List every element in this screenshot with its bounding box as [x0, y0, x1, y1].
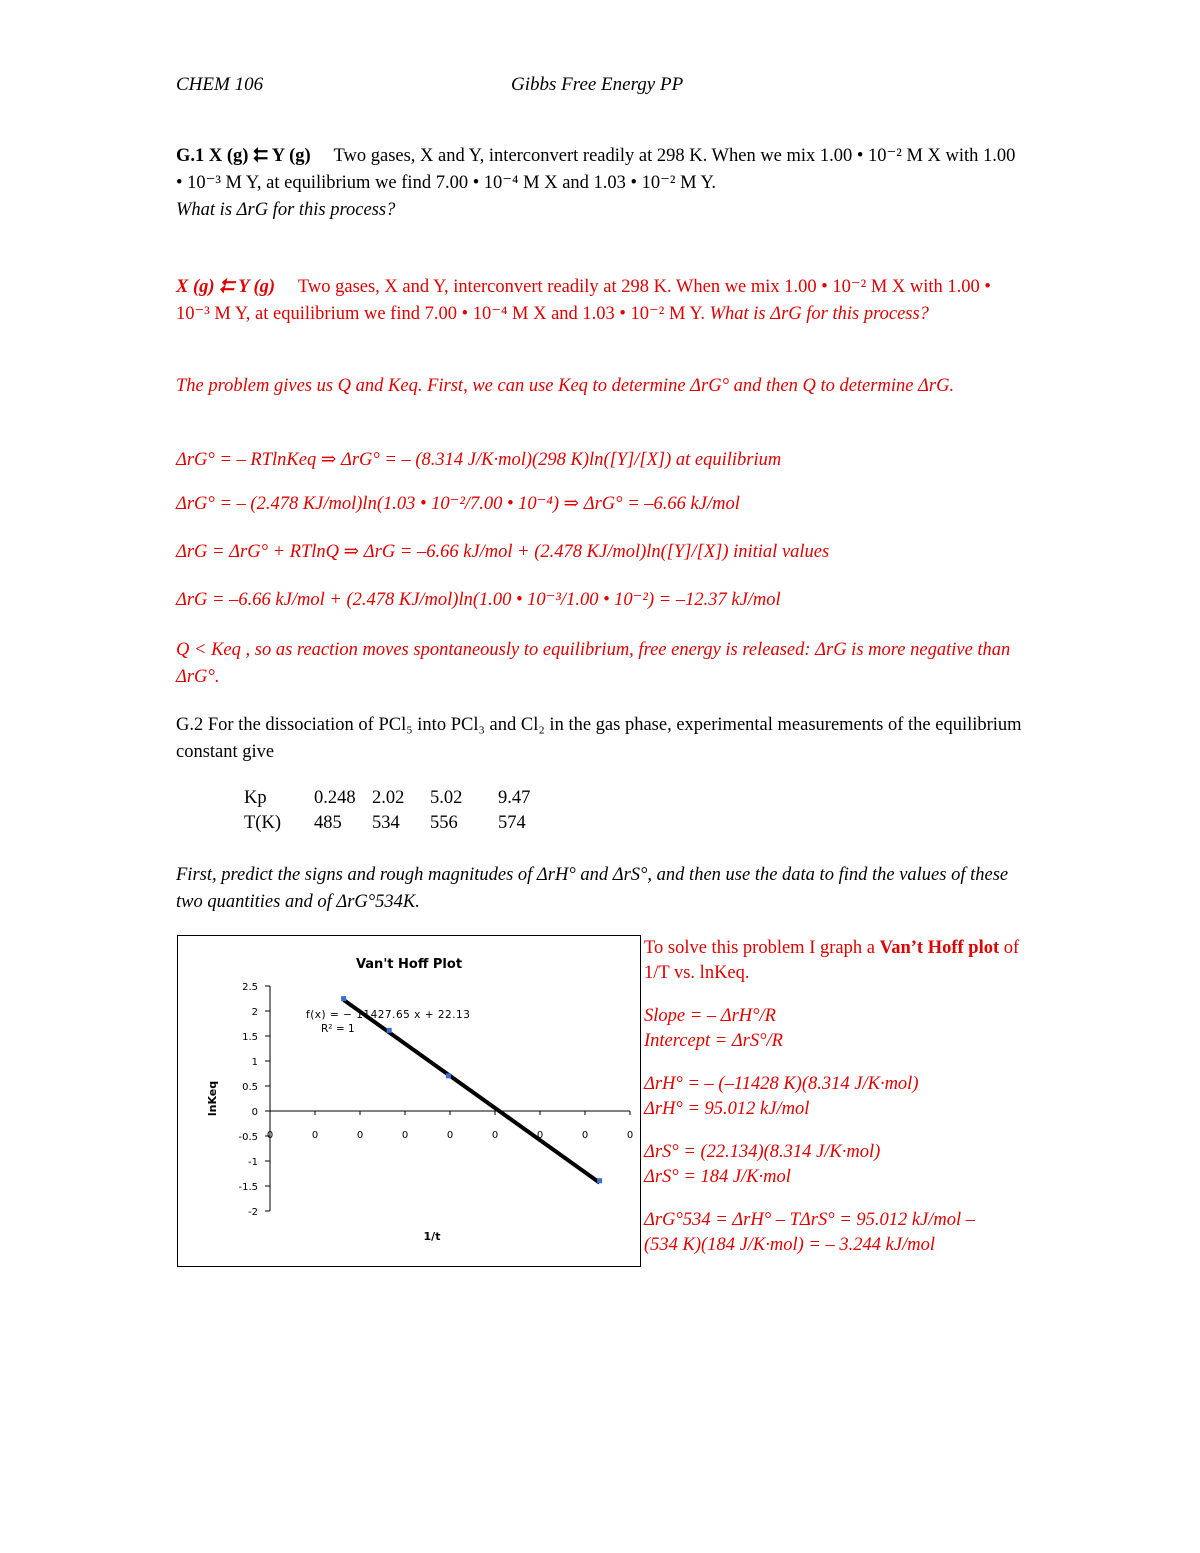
kp-value: 5.02 [430, 788, 463, 808]
g1-text: Two gases, X and Y, interconvert readily at 298 K. When we mix 1.00 • 10⁻² M X with 1.00 • 10⁻³ M Y, at equilibrium we find 7.00 • 10⁻⁴ M X and 1.03 • 10⁻² M Y. [176, 146, 1016, 193]
solution-intro-pre: To solve this problem I graph a [644, 938, 880, 958]
y-axis-label: lnKeq [206, 1080, 219, 1117]
slope-line: Slope = – ΔrH°/R [644, 1006, 776, 1026]
answer-reaction: X (g) ⮄ Y (g) [176, 277, 276, 297]
g2-question: G.2 For the dissociation of PCl₅ into PCl₃ and Cl₂ in the gas phase, experimental measurements of the equilibrium constant give [176, 715, 1022, 762]
y-tick-label: 2 [251, 1007, 258, 1018]
gibbs-calc: ΔrG°534 = ΔrH° – TΔrS° = 95.012 kJ/mol – [644, 1210, 976, 1230]
x-tick-label: 0 [626, 1130, 634, 1141]
solution-intro [644, 936, 1034, 986]
chart-svg [178, 936, 640, 1266]
y-tick-label: 0.5 [242, 1082, 258, 1093]
answer-repeat-question: What is ΔrG for this process? [709, 304, 929, 324]
y-tick-label: -0.5 [238, 1132, 258, 1143]
data-point [387, 1028, 392, 1033]
trendline [344, 1000, 600, 1183]
x-tick-label: 0 [266, 1130, 274, 1141]
chart-title: Van't Hoff Plot [355, 957, 463, 972]
g1-question [176, 143, 1026, 224]
temperature-row [244, 811, 544, 836]
entropy-result: ΔrS° = 184 J/K·mol [644, 1167, 791, 1187]
answer-conclusion: Q < Keq , so as reaction moves spontaneously to equilibrium, free energy is released: ΔrG is more negative than ΔrG°. [176, 640, 1011, 687]
kp-value: 0.248 [314, 788, 356, 808]
trendline-equation: f(x) = − 11427.65 x + 22.13 [306, 1009, 471, 1021]
x-tick-label: 0 [356, 1130, 364, 1141]
y-tick-label: 2.5 [242, 982, 258, 993]
enthalpy-result: ΔrH° = 95.012 kJ/mol [644, 1099, 810, 1119]
y-tick-label: -2 [248, 1207, 258, 1218]
equation-4: ΔrG = –6.66 kJ/mol + (2.478 KJ/mol)ln(1.00 • 10⁻³/1.00 • 10⁻²) = –12.37 kJ/mol [176, 590, 781, 610]
data-point [341, 996, 346, 1001]
kp-label: Kp [244, 788, 267, 808]
t-value: 556 [430, 813, 458, 833]
x-tick-label: 0 [491, 1130, 499, 1141]
t-value: 534 [372, 813, 400, 833]
data-point [597, 1178, 602, 1183]
x-tick-label: 0 [446, 1130, 454, 1141]
r-squared-label: R² = 1 [321, 1023, 355, 1035]
g2-prediction-question: First, predict the signs and rough magnitudes of ΔrH° and ΔrS°, and then use the data to find the values of these two quantities and of ΔrG°534K. [176, 865, 1009, 912]
entropy-calc: ΔrS° = (22.134)(8.314 J/K·mol) [644, 1142, 881, 1162]
y-tick-label: -1.5 [238, 1182, 258, 1193]
equation-1: ΔrG° = – RTlnKeq ⇒ ΔrG° = – (8.314 J/K·mol)(298 K)ln([Y]/[X]) at equilibrium [176, 450, 782, 470]
equation-2: ΔrG° = – (2.478 KJ/mol)ln(1.03 • 10⁻²/7.00 • 10⁻⁴) ⇒ ΔrG° = –6.66 kJ/mol [176, 494, 740, 514]
y-tick-label: 1 [251, 1057, 258, 1068]
vant-hoff-chart [177, 935, 641, 1267]
t-value: 485 [314, 813, 342, 833]
x-tick-label: 0 [401, 1130, 409, 1141]
g1-question-text: What is ΔrG for this process? [176, 200, 396, 220]
answer-repeat-text: Two gases, X and Y, interconvert readily at 298 K. When we mix 1.00 • 10⁻² M X with 1.00 • 10⁻³ M Y, at equilibrium we find 7.00 • 10⁻⁴ M X and 1.03 • 10⁻² M Y. [176, 277, 991, 324]
t-value: 574 [498, 813, 526, 833]
data-point [446, 1073, 451, 1078]
solution-panel [644, 936, 1034, 1258]
g1-reaction: X (g) ⮄ Y (g) [208, 146, 311, 166]
gibbs-result: (534 K)(184 J/K·mol) = – 3.244 kJ/mol [644, 1235, 935, 1255]
solution-intro-bold: Van’t Hoff plot [879, 938, 1000, 958]
t-label: T(K) [244, 813, 281, 833]
y-tick-label: 0 [251, 1107, 258, 1118]
y-tick-label: 1.5 [242, 1032, 258, 1043]
equation-3: ΔrG = ΔrG° + RTlnQ ⇒ ΔrG = –6.66 kJ/mol + (2.478 KJ/mol)ln([Y]/[X]) initial values [176, 542, 830, 562]
enthalpy-calc: ΔrH° = – (–11428 K)(8.314 J/K·mol) [644, 1074, 919, 1094]
x-tick-label: 0 [311, 1130, 319, 1141]
header-title: Gibbs Free Energy PP [511, 74, 684, 95]
x-tick-label: 0 [536, 1130, 544, 1141]
intercept-line: Intercept = ΔrS°/R [644, 1031, 783, 1051]
g1-label: G.1 [176, 146, 205, 166]
x-axis-label: 1/t [423, 1230, 441, 1243]
kp-value: 2.02 [372, 788, 405, 808]
solution-intro-post: of 1/T vs. lnKeq. [644, 938, 1020, 983]
x-tick-label: 0 [581, 1130, 589, 1141]
kp-value: 9.47 [498, 788, 531, 808]
answer-restatement [176, 274, 1026, 328]
answer-intro: The problem gives us Q and Keq. First, we can use Keq to determine ΔrG° and then Q to determine ΔrG. [176, 376, 955, 396]
header-course: CHEM 106 [176, 74, 264, 95]
y-tick-label: -1 [248, 1157, 258, 1168]
kp-table [244, 786, 544, 836]
kp-row [244, 786, 544, 811]
